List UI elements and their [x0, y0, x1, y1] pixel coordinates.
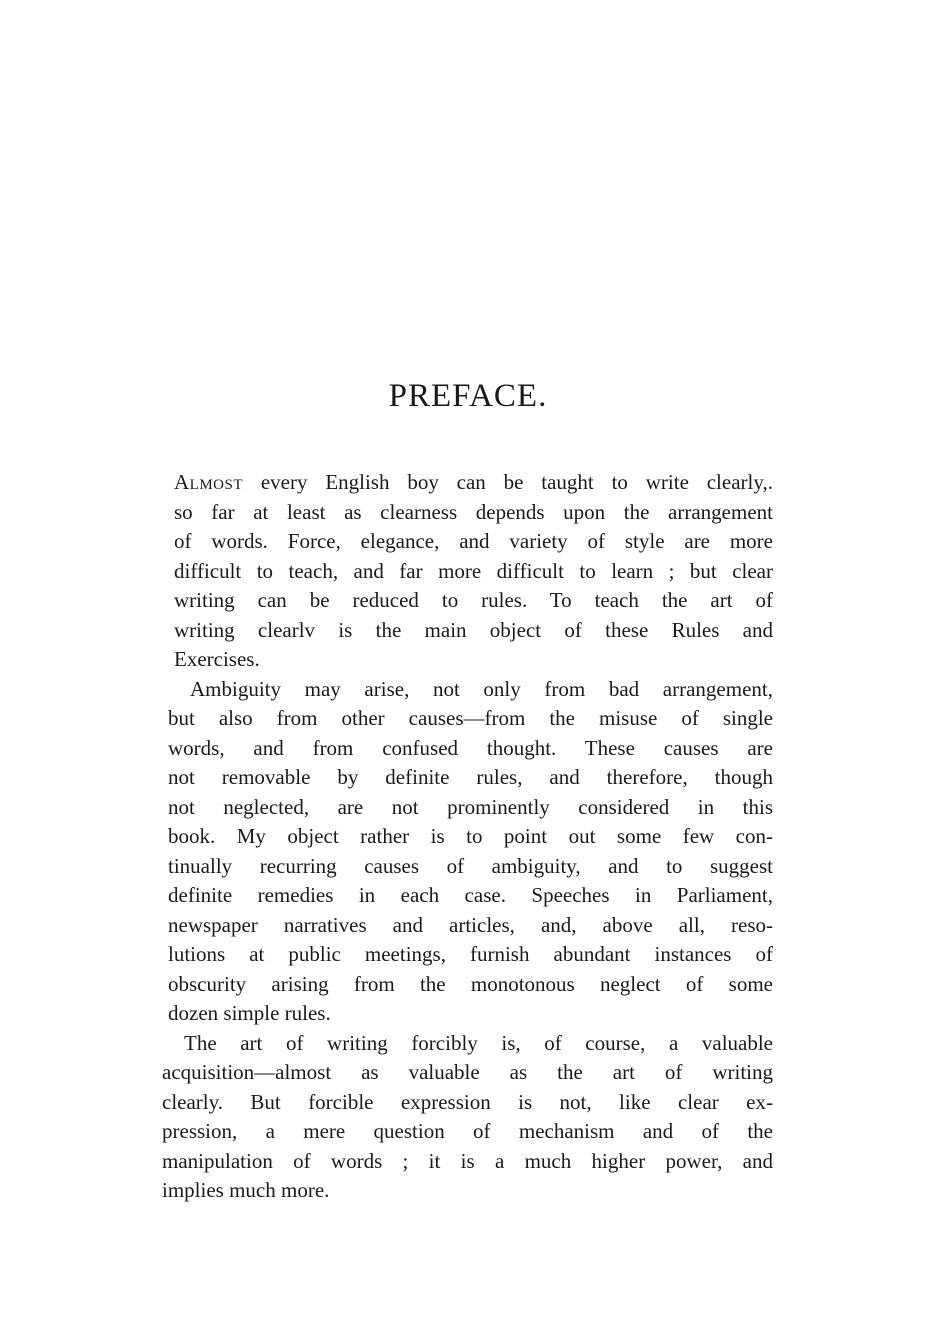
text-line: writing clearlv is the main object of these Rules and — [174, 617, 773, 642]
text-line: writing can be reduced to rules. To teach the art of — [174, 588, 773, 612]
preface-body — [162, 468, 773, 1206]
paragraph-3 — [162, 1029, 773, 1206]
text-line: pression, a mere question of mechanism and of the — [162, 1119, 773, 1143]
text-line: The art of writing forcibly is, of course, a valuable — [184, 1030, 773, 1055]
text-line: newspaper narratives and articles, and, above all, reso- — [168, 912, 773, 937]
text-line: obscurity arising from the monotonous neglect of some — [168, 971, 773, 996]
text-line: not removable by definite rules, and therefore, though — [168, 765, 773, 789]
text-line: Exercises. — [174, 647, 260, 671]
text-line: book. My object rather is to point out some few con- — [168, 824, 773, 848]
lead-word: Almost — [174, 470, 244, 494]
text-line: tinually recurring causes of ambiguity, and to suggest — [168, 853, 773, 878]
text-line: manipulation of words ; it is a much higher power, and — [162, 1148, 773, 1173]
text-line: clearly. But forcible expression is not, like clear ex- — [162, 1089, 773, 1114]
text-line: dozen simple rules. — [168, 1001, 331, 1025]
text-line: Almost every English boy can be taught to write clearly,. — [174, 470, 773, 494]
text-line: acquisition—almost as valuable as the art of writing — [162, 1060, 773, 1084]
text-line: Ambiguity may arise, not only from bad arrangement, — [190, 676, 773, 701]
text-line: implies much more. — [162, 1178, 330, 1202]
text-line: difficult to teach, and far more difficult to learn ; but clear — [174, 558, 773, 583]
text-line: but also from other causes—from the misuse of single — [168, 706, 773, 730]
text-line: not neglected, are not prominently considered in this — [168, 794, 773, 819]
paragraph-2 — [168, 675, 773, 1029]
text-line: so far at least as clearness depends upon the arrangement — [174, 499, 773, 524]
page-title: PREFACE. — [388, 378, 548, 414]
text-line: words, and from confused thought. These causes are — [168, 735, 773, 760]
text-line: definite remedies in each case. Speeches in Parliament, — [168, 883, 773, 907]
text-line: of words. Force, elegance, and variety of style are more — [174, 529, 773, 553]
paragraph-1 — [174, 468, 773, 675]
text-line: lutions at public meetings, furnish abundant instances of — [168, 942, 773, 966]
